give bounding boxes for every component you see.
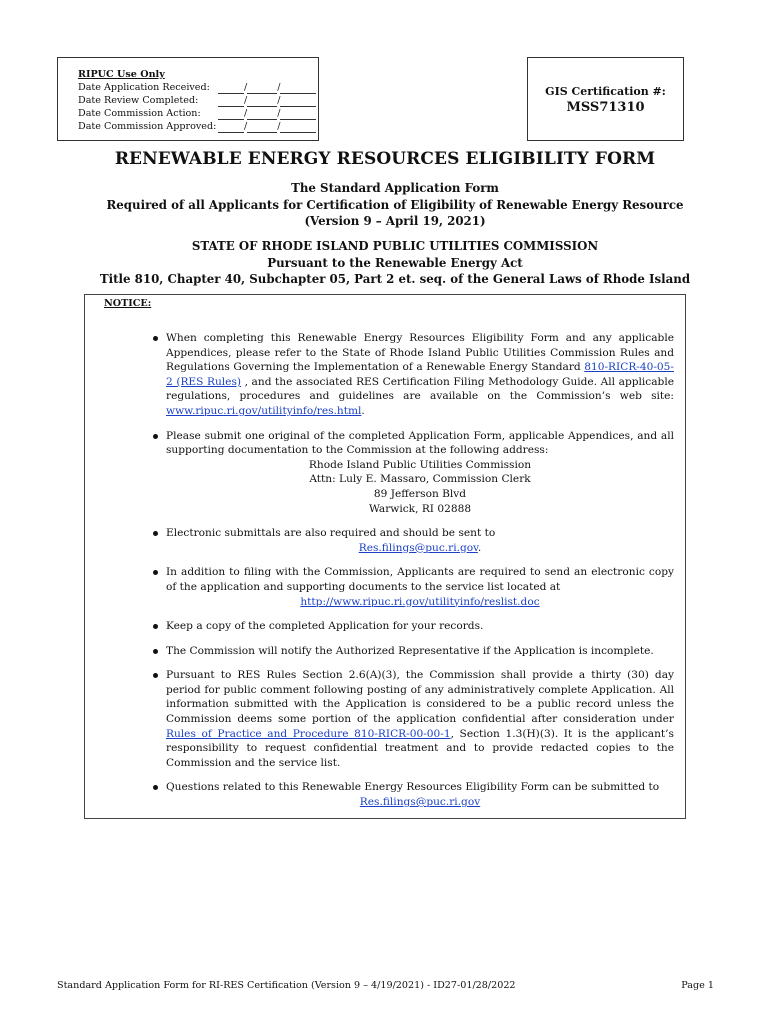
notice-label: NOTICE: xyxy=(104,298,152,309)
res-website-link[interactable]: www.ripuc.ri.gov/utilityinfo/res.html xyxy=(166,404,362,417)
date-field-approved[interactable]: / / xyxy=(218,120,316,133)
gis-certification-box xyxy=(527,57,684,141)
page-number: Page 1 xyxy=(681,980,714,991)
authority-line: Pursuant to the Renewable Energy Act xyxy=(267,255,523,270)
notice-list xyxy=(85,331,685,820)
date-field-review[interactable]: / / xyxy=(218,94,316,107)
service-list-link[interactable]: http://www.ripuc.ri.gov/utilityinfo/reslist.doc xyxy=(300,595,540,608)
list-item: Questions related to this Renewable Energy Resources Eligibility Form can be submitted to Res.filings@puc.ri.gov xyxy=(166,780,674,809)
ripuc-row-review xyxy=(78,94,318,107)
subtitle-block xyxy=(0,180,770,230)
list-item: Keep a copy of the completed Application for your records. xyxy=(166,619,674,634)
res-filings-email-link[interactable]: Res.filings@puc.ri.gov xyxy=(358,541,478,554)
ripuc-row-received xyxy=(78,81,318,94)
questions-email-link[interactable]: Res.filings@puc.ri.gov xyxy=(359,796,481,809)
gis-value: MSS71310 xyxy=(566,100,645,115)
ripuc-title: RIPUC Use Only xyxy=(78,69,165,80)
list-item: In addition to filing with the Commission, Applicants are required to send an electronic copy of the application and supporting documents to the service list located at http://www.ripuc.ri.gov/utilityinfo/reslist.doc xyxy=(166,566,674,608)
ripuc-row-label: Date Application Received: xyxy=(78,82,210,93)
list-item: Pursuant to RES Rules Section 2.6(A)(3), the Commission shall provide a thirty (30) day period for public comment following posting of any administratively complete Application. All information submitted with the Application is considered to be a public record unless the Commission deems some portion of the application confidential after consideration under Rules of Practice and Procedure 810-RICR-00-00-1, Section 1.3(H)(3). It is the applicant’s responsibility to request confidential treatment and to provide redacted copies to the Commission and the service list. xyxy=(166,669,674,769)
subtitle-line: Required of all Applicants for Certification of Eligibility of Renewable Energy Resource xyxy=(106,197,684,212)
subtitle-line: The Standard Application Form xyxy=(291,181,499,195)
ripuc-use-only-box xyxy=(57,57,319,141)
ripuc-row-approved xyxy=(78,120,318,133)
list-item: Please submit one original of the completed Application Form, applicable Appendices, and all supporting documentation to the Commission at the following address: Rhode Island Public Utilities Commission Attn: Luly E. Massaro, Commission Clerk 89 Jefferson Blvd Warwick, RI 02888 xyxy=(166,429,674,515)
list-item: The Commission will notify the Authorized Representative if the Application is incomplete. xyxy=(166,644,674,659)
list-item: When completing this Renewable Energy Resources Eligibility Form and any applicable Appendices, please refer to the State of Rhode Island Public Utilities Commission Rules and Regulations Governing the Implementation of a Renewable Energy Standard 810-RICR-40-05-2 (RES Rules) , and the associated RES Certification Filing Methodology Guide. All applicable regulations, procedures and guidelines are available on the Commission’s web site: www.ripuc.ri.gov/utilityinfo/res.html. xyxy=(166,332,674,417)
notice-box xyxy=(84,294,686,819)
res-rules-link[interactable]: 810-RICR-40-05-2 (RES Rules) xyxy=(166,361,674,388)
gis-label: GIS Certification #: xyxy=(545,85,666,98)
ripuc-row-label: Date Commission Action: xyxy=(78,108,201,119)
ripuc-row-action xyxy=(78,107,318,120)
subtitle-line: (Version 9 – April 19, 2021) xyxy=(304,214,486,228)
list-item: Electronic submittals are also required and should be sent to Res.filings@puc.ri.gov. xyxy=(166,526,674,555)
rules-of-practice-link[interactable]: Rules of Practice and Procedure 810-RICR-00-00-1 xyxy=(166,727,451,740)
ripuc-row-label: Date Review Completed: xyxy=(78,95,199,106)
page-footer: Standard Application Form for RI-RES Certification (Version 9 – 4/19/2021) - ID27-01/28/2022 xyxy=(57,980,516,991)
authority-line: Title 810, Chapter 40, Subchapter 05, Part 2 et. seq. of the General Laws of Rhode Island xyxy=(99,272,691,286)
commission-address: Rhode Island Public Utilities Commission Attn: Luly E. Massaro, Commission Clerk 89 Jefferson Blvd Warwick, RI 02888 xyxy=(308,458,532,515)
ripuc-row-label: Date Commission Approved: xyxy=(78,121,217,132)
date-field-action[interactable]: / / xyxy=(218,107,316,120)
date-field-received[interactable]: / / xyxy=(218,81,316,94)
authority-block xyxy=(0,238,770,288)
form-title: RENEWABLE ENERGY RESOURCES ELIGIBILITY FORM xyxy=(114,149,656,169)
authority-line: STATE OF RHODE ISLAND PUBLIC UTILITIES COMMISSION xyxy=(191,239,599,253)
